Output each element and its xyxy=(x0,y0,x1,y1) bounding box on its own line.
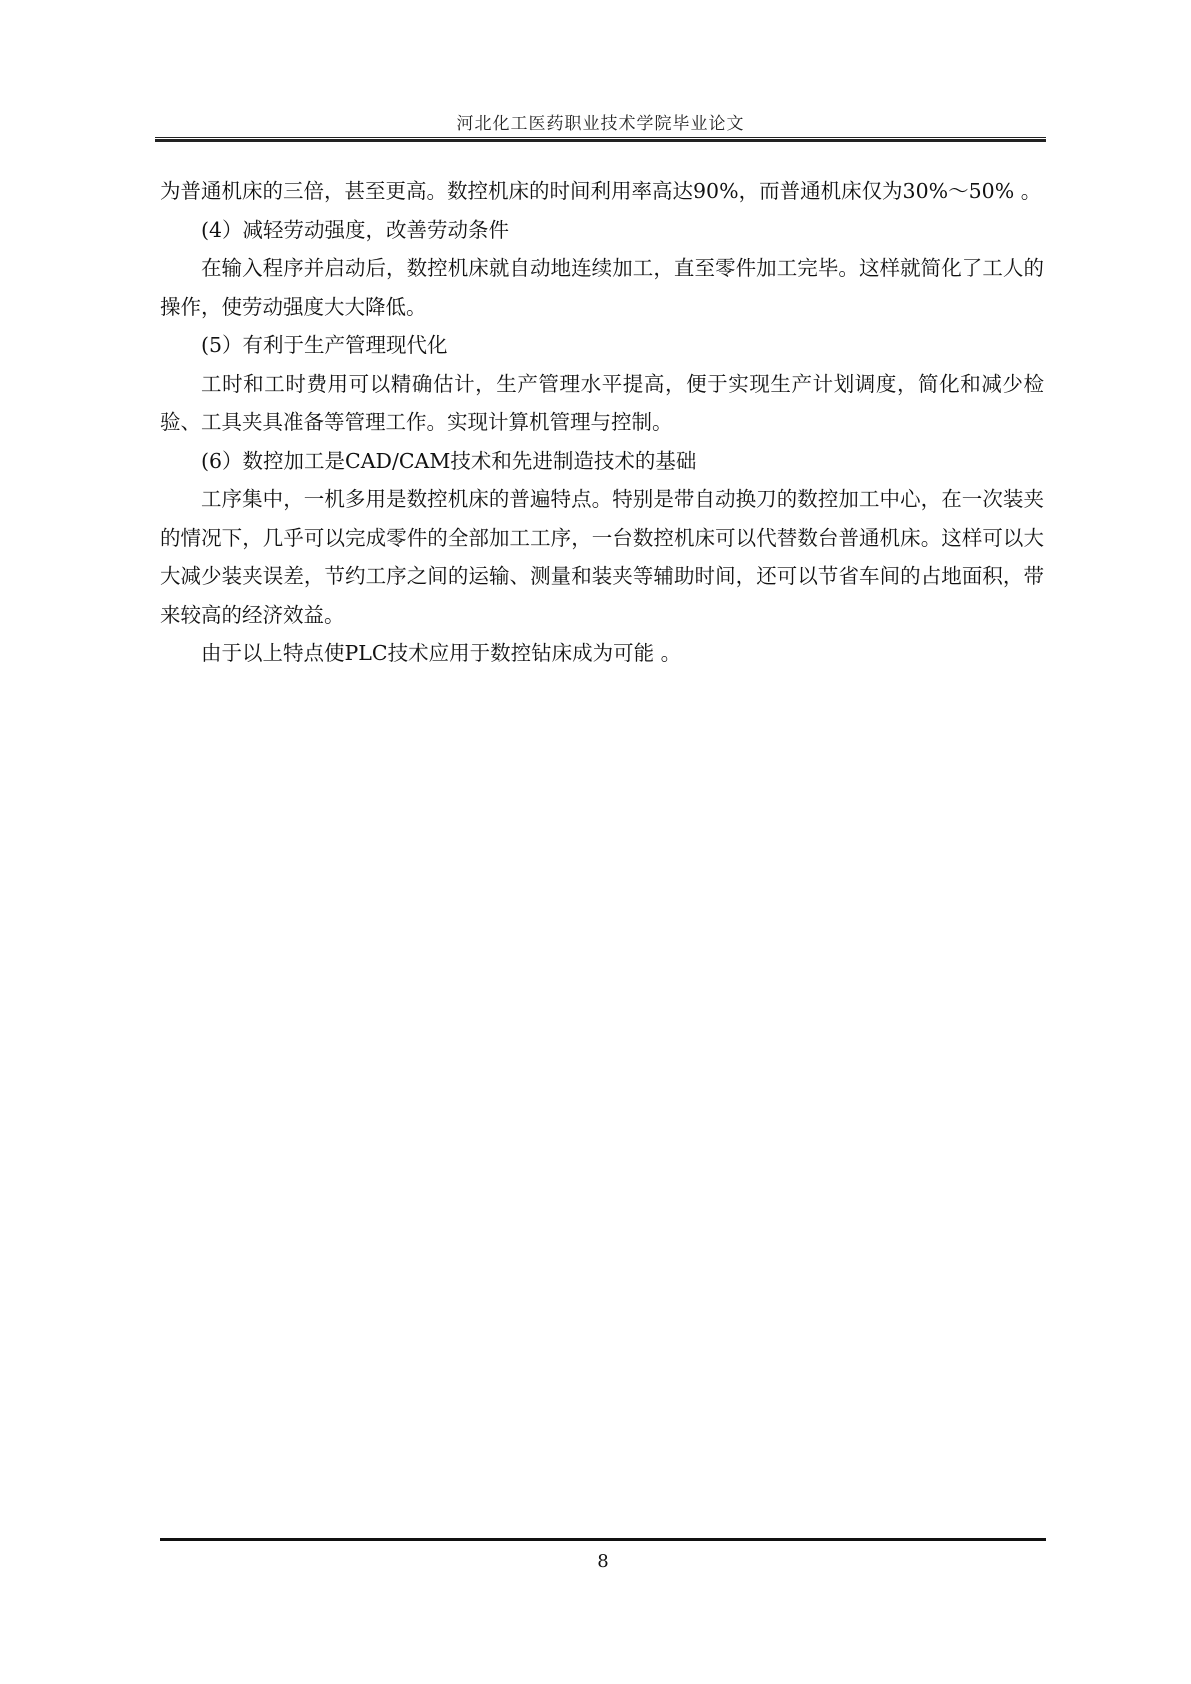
page-number: 8 xyxy=(597,1551,609,1572)
page-header-title: 河北化工医药职业技术学院毕业论文 xyxy=(456,114,745,134)
paragraph: 工时和工时费用可以精确估计，生产管理水平提高，便于实现生产计划调度，简化和减少检验、工具夹具准备等管理工作。实现计算机管理与控制。 xyxy=(160,371,1044,434)
header-rule xyxy=(155,137,1046,138)
paragraph-continuation: 为普通机床的三倍，甚至更高。数控机床的时间利用率高达90%，而普通机床仅为30%～50% 。 xyxy=(160,179,1042,203)
footer-rule xyxy=(160,1538,1046,1541)
paragraph: 在输入程序并启动后，数控机床就自动地连续加工，直至零件加工完毕。这样就简化了工人的操作，使劳动强度大大降低。 xyxy=(160,256,1044,319)
paragraph-conclusion: 由于以上特点使PLC技术应用于数控钻床成为可能 。 xyxy=(201,641,682,665)
paragraph: 工序集中，一机多用是数控机床的普遍特点。特别是带自动换刀的数控加工中心，在一次装夹的情况下，几乎可以完成零件的全部加工工序，一台数控机床可以代替数台普通机床。这样可以大大减少装夹误差，节约工序之间的运输、测量和装夹等辅助时间，还可以节省车间的占地面积，带来较高的经济效益。 xyxy=(160,487,1044,627)
section-heading-6: (6）数控加工是CAD/CAM技术和先进制造技术的基础 xyxy=(201,448,697,473)
document-body xyxy=(160,172,1044,673)
section-heading-4: (4）减轻劳动强度，改善劳动条件 xyxy=(201,217,510,242)
header-rule-thick xyxy=(155,139,1046,142)
section-heading-5: (5）有利于生产管理现代化 xyxy=(201,333,448,357)
